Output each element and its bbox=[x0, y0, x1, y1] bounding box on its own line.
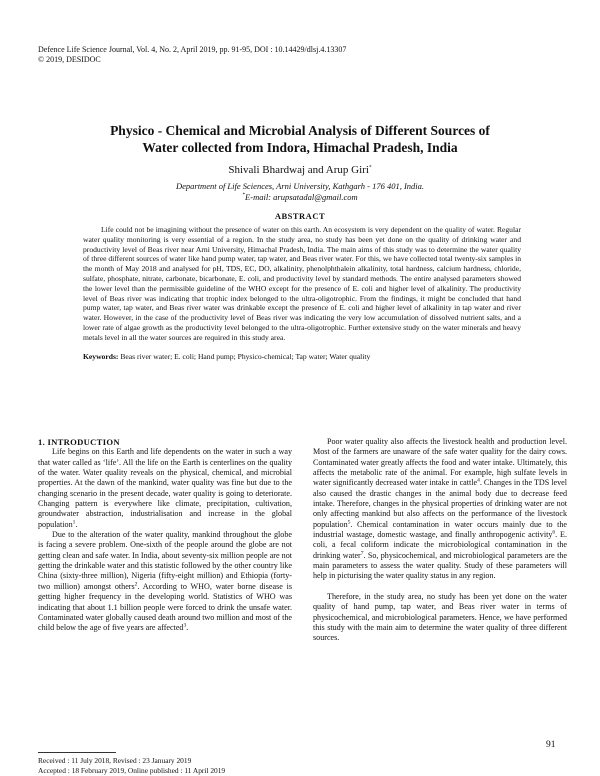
page-number: 91 bbox=[546, 740, 556, 750]
accepted-line: Accepted : 18 February 2019, Online published : 11 April 2019 bbox=[38, 765, 226, 775]
intro-paragraph-2: Due to the alteration of the water quality, mankind throughout the globe is facing a severe problem. One-sixth of the people around the globe are not getting clean and safe water. In India, about seventy-six million people are not getting the drinkable water and this statistic followed by the other country like China (sixty-three million), Nigeria (fifty-eight million) and Ethiopia (forty-two million) amongst others$^2$. According to WHO, water borne disease is getting higher frequency in the developing world. Statistics of WHO was indicating that about 1.1 billion people were forced to drink the unsafe water. Contaminated water globally caused death around two million and most of the child below the age of five years are affected$^3$. bbox=[38, 530, 293, 633]
right-column bbox=[313, 437, 567, 644]
affiliation bbox=[40, 181, 560, 203]
keywords-text: Beas river water; E. coli; Hand pump; Physico-chemical; Tap water; Water quality bbox=[120, 352, 371, 361]
author-list bbox=[40, 164, 560, 176]
intro-paragraph-3 bbox=[313, 437, 567, 582]
footnote-divider bbox=[38, 752, 116, 753]
keywords bbox=[83, 352, 523, 361]
p2b-text: . According to WHO, water borne disease is getting higher frequency in the developing world. Statistics of WHO was indicating that about 1.1 billion people were forced to drink the unsafe water. Contaminated water globally caused death around two million and most of the child below the age of five years are affected bbox=[38, 581, 293, 633]
citation-ref: 5 bbox=[347, 519, 351, 526]
authors-text: Shivali Bhardwaj and Arup Giri bbox=[228, 164, 369, 176]
title-line-2: Water collected from Indora, Himachal Pradesh, India bbox=[142, 140, 458, 155]
citation-ref: 1 bbox=[72, 519, 76, 526]
intro-paragraph-1: Life begins on this Earth and life dependents on the water in such a way that water called as ‘life’. All the life on the Earth is centerlines on the quality of the water. Water quality reveals on the physical, chemical, and microbial properties. At the dawn of the mankind, water quality was fine but due to the changing scenario in the present decade, water quality is going to deteriorate. Changing pattern is everywhere like climate, precipitation, cultivation, groundwater abstraction, industrialisation and increase in the global population$^1$. bbox=[38, 447, 292, 529]
p3-text: Poor water quality also affects the livestock health and production level. Most of the farmers are unaware of the safe water quality for the dairy cows. Contaminated water greatly affects the food and water intake. Ultimately, this affects the metabolic rate of the animal. For example, high sulfate levels in water significantly decreased water intake in cattle bbox=[313, 437, 567, 488]
received-line: Received : 11 July 2018, Revised : 23 January 2019 bbox=[38, 756, 192, 765]
p3c-text: . Chemical contamination in water occurs mainly due to the industrial wastage, domestic wastage, and finally anthropogenic activity bbox=[313, 519, 567, 540]
author-email bbox=[40, 192, 560, 203]
email-mark: * bbox=[242, 192, 246, 199]
left-column bbox=[38, 437, 292, 634]
citation-ref: 6 bbox=[552, 529, 556, 536]
affiliation-text: Department of Life Sciences, Arni University, Kathgarh - 176 401, India. bbox=[175, 181, 425, 191]
abstract-heading: ABSTRACT bbox=[274, 211, 326, 221]
citation-ref: 7 bbox=[360, 550, 364, 557]
intro-paragraph-4: Therefore, in the study area, no study has been yet done on the water quality of hand pump, tap water, and Beas river water in terms of physicochemical, and microbiological parameters. Hence, we have performed this study with the main aim to determine the water quality of three different sources. bbox=[313, 591, 567, 643]
citation-ref: 2 bbox=[134, 581, 138, 588]
article-title bbox=[40, 122, 560, 156]
corresponding-author-mark: * bbox=[368, 164, 372, 171]
p2-text: Due to the alteration of the water quality, mankind throughout the globe is facing a severe problem. One-sixth of the people around the globe are not getting clean and safe water. In India, about seventy-six million people are not getting the drinkable water and this statistic followed by the other country like China (sixty-three million), Nigeria (fifty-eight million) and Ethiopia (forty-two million) amongst others bbox=[38, 530, 292, 591]
citation-ref: 3 bbox=[183, 622, 187, 629]
journal-citation: Defence Life Science Journal, Vol. 4, No. 2, April 2019, pp. 91-95, DOI : 10.14429/dlsj.4.13307 bbox=[38, 45, 347, 54]
copyright-notice: © 2019, DESIDOC bbox=[38, 55, 101, 64]
section-heading-introduction: 1. INTRODUCTION bbox=[38, 437, 120, 447]
p3d-text: . E. coli, a fecal coliform indicate the microbiological contamination in the drinking water bbox=[313, 530, 567, 560]
p3b-text: . Changes in the TDS level also caused the drastic changes in the animal body due to decrease feed intake. Therefore, changes in the physical properties of drinking water are not only affecting mankind but also affects on the performance of the livestock population bbox=[313, 478, 568, 529]
citation-ref: 4 bbox=[477, 477, 480, 484]
abstract-text: Life could not be imagining without the presence of water on this earth. An ecosystem is very dependent on the quality of water. Regular water quality monitoring is very essential of a region. In the study area, no study has been yet done on the quality of drinking water and productivity level of Beas river near Arni University, Himachal Pradesh, India. The main aims of this study was to determine the water quality of three different sources of water like hand pump water, tap water, and Beas river water. For this, we have collected total twenty-six samples in the month of May 2018 and analysed for pH, TDS, EC, DO, alkalinity, phenolphthalein alkalinity, total hardness, calcium hardness, chloride, sulfate, phosphate, nitrate, carbonate, bicarbonate, E. coli, and productivity level by standard methods. The entire analysed parameters showed the lower level than the permissible guideline of the WHO except for the presence of E. coli and higher level of alkalinity. The productivity level of Beas river was indicating that trophic index belonged to the ultra-oligotrophic. From the findings, it might be concluded that hand pump water, tap water, and Beas river water was drinkable except the presence of E. coli and higher level of alkalinity in tap water and river water. However, in the case of the productivity level of Beas river was indicating the very low accumulation of dissolved nutrient salts, and a lower rate of algae growth as the productivity level belonged to the ultra-oligotrophic. Further extensive study on the water minerals and heavy metals level in all the water sources are required in this study area. bbox=[83, 225, 521, 342]
received-dates bbox=[38, 756, 225, 775]
p3e-text: . So, physicochemical, and microbiological parameters are the main parameters to assess the water quality. Study of these parameters will help in picturising the water quality status in any region. bbox=[313, 550, 567, 581]
email-text: E-mail: arupsatadal@gmail.com bbox=[245, 192, 358, 202]
title-line-1: Physico - Chemical and Microbial Analysis of Different Sources of bbox=[110, 123, 490, 138]
p1-text: Life begins on this Earth and life dependents on the water in such a way that water called as ‘life’. All the life on the Earth is centerlines on the quality of the water. Water quality reveals on the physical, chemical, and microbial properties. At the dawn of the mankind, water quality was fine but due to the changing scenario in the present decade, water quality is going to deteriorate. Changing pattern is everywhere like climate, precipitation, cultivation, groundwater abstraction, industrialisation and increase in the global population bbox=[38, 447, 292, 529]
keywords-label: Keywords: bbox=[83, 352, 119, 361]
